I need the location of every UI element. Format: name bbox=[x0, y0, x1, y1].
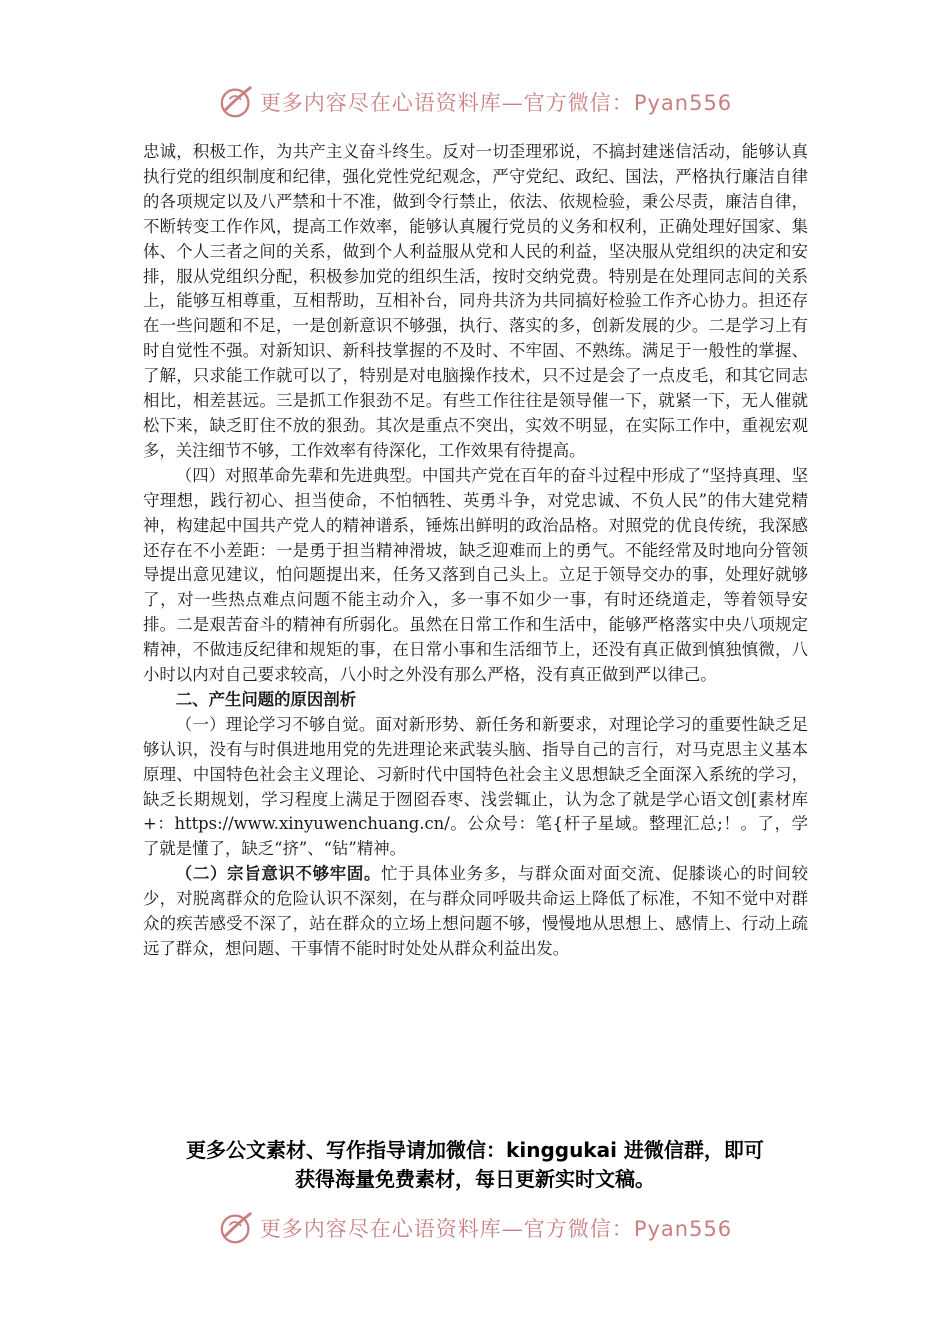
banner-wechat-id: Pyan556 bbox=[633, 91, 733, 115]
promo-footer-note bbox=[110, 1136, 840, 1194]
paragraph-2: （四）对照革命先辈和先进典型。中国共产党在百年的奋斗过程中形成了“坚持真理、坚守理想，践行初心、担当使命，不怕牺牲、英勇斗争，对党忠诚、不负人民”的伟大建党精神，构建起中国共产党人的精神谱系，锤炼出鲜明的政治品格。对照党的优良传统，我深感还存在不小差距：一是勇于担当精神滑坡，缺乏迎难而上的勇气。不能经常及时地向分管领导提出意见建议，怕问题提出来，任务又落到自己头上。立足于领导交办的事，处理好就够了，对一些热点难点问题不能主动介入，多一事不如少一事，有时还绕道走，等着领导安排。二是艰苦奋斗的精神有所弱化。虽然在日常工作和生活中，能够严格落实中央八项规定精神，不做违反纪律和规矩的事，在日常小事和生活细节上，还没有真正做到慎独慎微，八小时以内对自己要求较高，八小时之外没有那么严格，没有真正做到严以律己。 bbox=[143, 465, 808, 685]
pen-logo-icon bbox=[218, 83, 256, 121]
document-body bbox=[143, 140, 808, 962]
section-heading: 二、产生问题的原因剖析 bbox=[175, 689, 357, 709]
header-watermark-banner bbox=[0, 80, 950, 124]
paragraph-4-body: 忙于具体业务多，与群众面对面交流、促膝谈心的时间较少，对脱离群众的危险认识不深刻，在与群众同呼吸共命运上降低了标准，不知不觉中对群众的疾苦感受不深了，站在群众的立场上想问题不够，慢慢地从思想上、感情上、行动上疏远了群众，想问题、干事情不能时时处处从群众利益出发。 bbox=[143, 864, 809, 958]
paragraph-3: （一）理论学习不够自觉。面对新形势、新任务和新要求，对理论学习的重要性缺乏足够认识，没有与时俱进地用党的先进理论来武装头脑、指导自己的言行，对马克思主义基本原理、中国特色社会主义理论、习新时代中国特色社会主义思想缺乏全面深入系统的学习，缺乏长期规划，学习程度上满足于囫囵吞枣、浅尝辄止，认为念了就是学心语文创[素材库+：https://www.xinyuwenchuang.cn/。公众号：笔{杆子星域。整理汇总;！。了，学了就是懂了，缺乏“挤”、“钻”精神。 bbox=[143, 714, 808, 859]
banner-text-cn: 更多内容尽在心语资料库—官方微信： bbox=[259, 91, 634, 115]
banner-text-cn: 更多内容尽在心语资料库—官方微信： bbox=[259, 1217, 634, 1241]
paragraph-4 bbox=[143, 862, 808, 962]
paragraph-4-lead: （二）宗旨意识不够牢固。 bbox=[175, 864, 382, 884]
pen-logo-icon bbox=[218, 1209, 256, 1247]
footer-watermark-banner bbox=[0, 1206, 950, 1250]
banner-wechat-id: Pyan556 bbox=[633, 1217, 733, 1241]
promo-line-2: 获得海量免费素材，每日更新实时文稿。 bbox=[295, 1167, 655, 1191]
promo-line-1: 更多公文素材、写作指导请加微信：kinggukai 进微信群，即可 bbox=[186, 1138, 764, 1162]
paragraph-1: 忠诚，积极工作，为共产主义奋斗终生。反对一切歪理邪说，不搞封建迷信活动，能够认真执行党的组织制度和纪律，强化党性党纪观念，严守党纪、政纪、国法，严格执行廉洁自律的各项规定以及八严禁和十不准，做到令行禁止，依法、依规检验，秉公尽责，廉洁自律，不断转变工作作风，提高工作效率，能够认真履行党员的义务和权利，正确处理好国家、集体、个人三者之间的关系，做到个人利益服从党和人民的利益，坚决服从党组织的决定和安排，服从党组织分配，积极参加党的组织生活，按时交纳党费。特别是在处理同志间的关系上，能够互相尊重，互相帮助，互相补台，同舟共济为共同搞好检验工作齐心协力。担还存在一些问题和不足，一是创新意识不够强，执行、落实的多，创新发展的少。二是学习上有时自觉性不强。对新知识、新科技掌握的不及时、不牢固、不熟练。满足于一般性的掌握、了解，只求能工作就可以了，特别是对电脑操作技术，只不过是会了一点皮毛，和其它同志相比，相差甚远。三是抓工作狠劲不足。有些工作往往是领导催一下，就紧一下，无人催就松下来，缺乏盯住不放的狠劲。其次是重点不突出，实效不明显，在实际工作中，重视宏观多，关注细节不够，工作效率有待深化，工作效果有待提高。 bbox=[143, 142, 808, 460]
